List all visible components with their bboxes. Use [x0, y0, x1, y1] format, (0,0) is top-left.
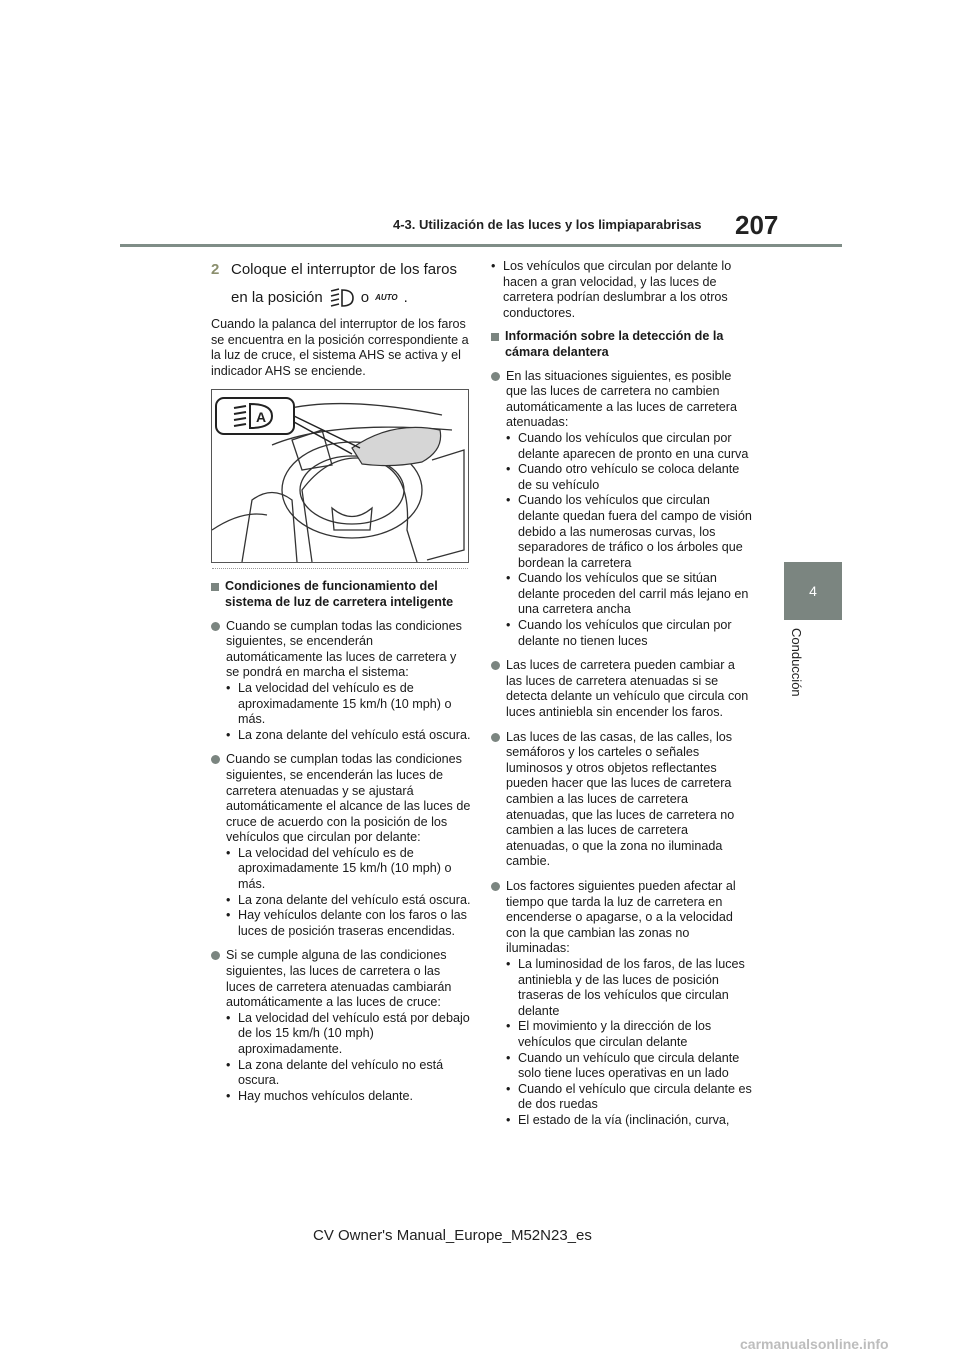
- square-bullet-icon: [211, 583, 219, 591]
- step-text-line2: [231, 287, 471, 309]
- dashboard-drawing: [212, 390, 468, 562]
- sub-item: • El movimiento y la dirección de los vehículos que circulan delante: [506, 1019, 712, 1049]
- bullet-text: Si se cumple alguna de las condiciones siguientes, las luces de carretera o las luces de carretera atenuadas cambiarán automáticamente a las luces de cruce:: [226, 948, 452, 1010]
- bullet-dot-icon: [491, 882, 500, 891]
- watermark: carmanualsonline.info: [740, 1336, 889, 1352]
- bullet-item: [211, 619, 471, 744]
- bullet-dot-icon: [491, 661, 500, 670]
- sub-item: • Los vehículos que circulan por delante lo hacen a gran velocidad, y las luces de carretera podrían deslumbrar a los otros conductores.: [491, 259, 732, 320]
- sub-item: • La velocidad del vehículo está por debajo de los 15 km/h (10 mph) aproximadamente.: [226, 1010, 470, 1056]
- bullet-dot-icon: [211, 951, 220, 960]
- sub-item: • La velocidad del vehículo es de aproximadamente 15 km/h (10 mph) o más.: [226, 680, 452, 727]
- section-heading-conditions: [211, 579, 471, 610]
- intro-paragraph: Cuando la palanca del interruptor de los faros se encuentra en la posición correspondiente a la luz de cruce, el sistema AHS se activa y el indicador AHS se enciende.: [211, 317, 469, 378]
- bullet-dot-icon: [211, 755, 220, 764]
- chapter-label: [789, 628, 820, 748]
- sub-item: • La zona delante del vehículo no está oscura.: [226, 1057, 444, 1088]
- dashboard-illustration: [211, 389, 469, 563]
- sub-item: • La luminosidad de los faros, de las luces antiniebla y de las luces de posición traseras de los vehículos que circulan delante: [506, 956, 745, 1018]
- header-rule: [120, 244, 842, 247]
- bullet-text: Cuando se cumplan todas las condiciones siguientes, se encenderán las luces de carretera atenuadas y se ajustará automáticamente el alcance de las luces de cruce de acuerdo con la posición de los vehículos que circulan por delante:: [226, 752, 471, 845]
- bullet-text: Las luces de carretera pueden cambiar a las luces de carretera atenuadas si se detecta delante un vehículo que circula con luces antiniebla sin encender los faros.: [506, 658, 749, 720]
- sub-item: • El estado de la vía (inclinación, curva,: [506, 1112, 730, 1127]
- section-title: Información sobre la detección de la cámara delantera: [505, 329, 724, 359]
- indicator-letter: A: [256, 409, 267, 426]
- bullet-text: Los factores siguientes pueden afectar al tiempo que tarda la luz de carretera en encenderse o apagarse, o a la velocidad con la que cambian las zonas no iluminadas:: [506, 878, 736, 956]
- right-column: [491, 259, 753, 1137]
- sub-item: • La zona delante del vehículo está oscura.: [226, 727, 471, 742]
- step-text-or: o: [360, 289, 370, 307]
- headlight-icon: [329, 287, 355, 309]
- bullet-text: En las situaciones siguientes, es posible que las luces de carretera no cambien automáticamente a las luces de carretera atenuadas:: [506, 368, 738, 430]
- chapter-tab[interactable]: 4: [784, 562, 842, 620]
- footer-doc-id: CV Owner's Manual_Europe_M52N23_es: [313, 1227, 592, 1244]
- step-text-pre: en la posición: [231, 289, 323, 307]
- bullet-dot-icon: [211, 622, 220, 631]
- step-number: 2: [211, 261, 220, 278]
- section-title: Condiciones de funcionamiento del sistema de luz de carretera inteligente: [225, 579, 454, 609]
- auto-icon: AUTO: [375, 293, 398, 303]
- bullet-dot-icon: [491, 372, 500, 381]
- figure-separator: [212, 568, 468, 570]
- section-heading-camera: [491, 329, 753, 360]
- bullet-item: [491, 879, 753, 1129]
- sub-item: • Cuando un vehículo que circula delante solo tiene luces operativas en un lado: [506, 1050, 740, 1081]
- bullet-item: [491, 369, 753, 650]
- bullet-item: [491, 658, 753, 720]
- left-column: [211, 259, 471, 1113]
- sub-item: • Cuando el vehículo que circula delante es de dos ruedas: [506, 1081, 752, 1112]
- bullet-item: [211, 752, 471, 939]
- sub-item: • Cuando los vehículos que circulan por delante no tienen luces: [506, 618, 732, 648]
- sub-item: • Cuando los vehículos que circulan delante quedan fuera del campo de visión debido a las numerosas curvas, los separadores de tráfico o los árboles que bordean la carretera: [506, 493, 752, 570]
- bullet-text: Cuando se cumplan todas las condiciones siguientes, se encenderán automáticamente las luces de carretera y se pondrá en marcha el sistema:: [226, 618, 462, 680]
- bullet-dot-icon: [491, 733, 500, 742]
- step-2: [211, 259, 471, 281]
- sub-item: • Hay vehículos delante con los faros o las luces de posición traseras encendidas.: [226, 908, 467, 938]
- bullet-item: [491, 730, 753, 870]
- section-header: 4-3. Utilización de las luces y los limpiaparabrisas: [393, 217, 702, 232]
- sub-item: • La velocidad del vehículo es de aproximadamente 15 km/h (10 mph) o más.: [226, 845, 452, 892]
- square-bullet-icon: [491, 333, 499, 341]
- step-text-end: .: [403, 289, 408, 307]
- sub-item: • La zona delante del vehículo está oscura.: [226, 892, 471, 907]
- sub-item: • Hay muchos vehículos delante.: [226, 1088, 414, 1103]
- step-text: Coloque el interruptor de los faros: [231, 261, 457, 278]
- sub-item: • Cuando otro vehículo se coloca delante de su vehículo: [506, 462, 740, 492]
- bullet-text: Las luces de las casas, de las calles, los semáforos y los carteles o señales luminosos y otros objetos reflectantes pueden hacer que las luces de carretera cambien a las luces de carretera atenuadas, que las luces de carretera no cambien a las luces de carretera atenuadas, o que la zona no iluminada cambie.: [506, 729, 735, 869]
- sub-item: • Cuando los vehículos que se sitúan delante proceden del carril más lejano en una carretera ancha: [506, 571, 749, 617]
- bullet-item: [211, 948, 471, 1104]
- sub-item: • Cuando los vehículos que circulan por delante aparecen de pronto en una curva: [506, 430, 749, 461]
- page-number: 207: [735, 210, 779, 240]
- chapter-label-text: Conducción: [789, 628, 804, 697]
